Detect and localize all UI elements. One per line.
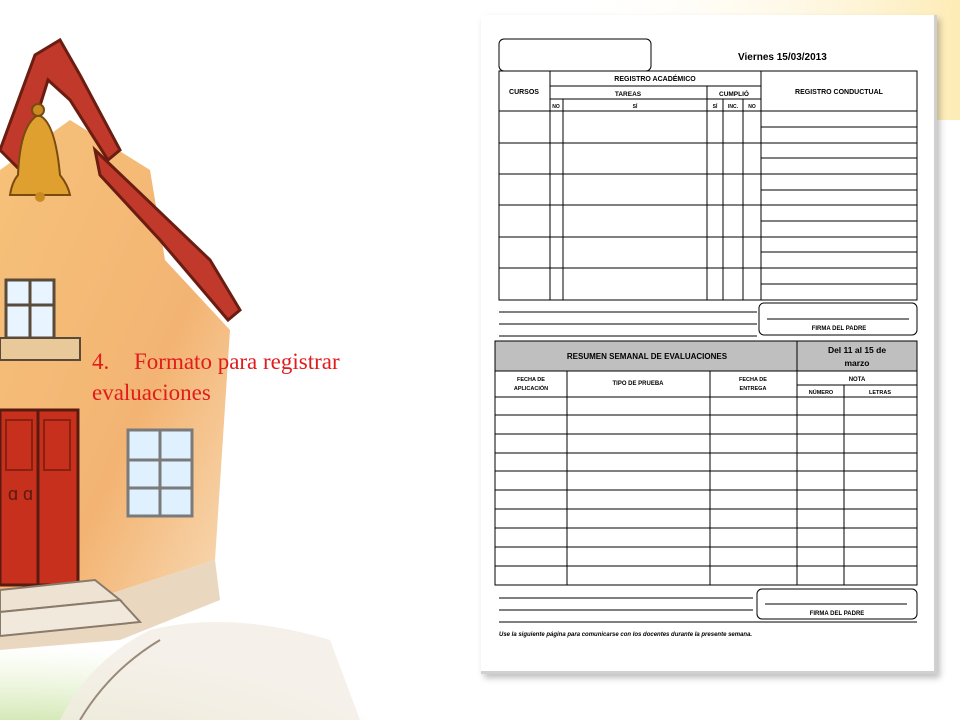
sub-no: NO — [552, 104, 560, 110]
student-name-box — [499, 39, 651, 71]
form-date: Viernes 15/03/2013 — [738, 52, 827, 63]
col-fecha-aplicacion-2: APLICACIÓN — [513, 386, 549, 392]
caption-text: Formato para registrar evaluaciones — [92, 349, 340, 405]
evaluation-form-sheet — [481, 15, 937, 674]
sub-inc: INC. — [728, 104, 738, 110]
svg-text:ɑ ɑ: ɑ ɑ — [8, 484, 34, 504]
col-cursos: CURSOS — [509, 89, 539, 96]
col-fecha-entrega-1: FECHA DE — [739, 377, 767, 383]
footer-note: Use la siguiente página para comunicarse con los docentes durante la presente semana. — [499, 632, 753, 638]
summary-week-line1: Del 11 al 15 de — [827, 345, 887, 355]
slide-caption — [92, 346, 462, 408]
sub-si-2: SÍ — [712, 104, 718, 110]
signature-label-2: FIRMA DEL PADRE — [809, 611, 865, 617]
col-numero: NÚMERO — [808, 390, 834, 396]
summary-week-line2: marzo — [844, 358, 870, 368]
sub-no-2: NO — [748, 104, 756, 110]
registro-table — [499, 71, 917, 300]
col-tipo-prueba: TIPO DE PRUEBA — [612, 381, 664, 387]
col-registro-conductual: REGISTRO CONDUCTUAL — [795, 89, 883, 96]
col-fecha-aplicacion-1: FECHA DE — [517, 377, 545, 383]
col-cumplio: CUMPLIÓ — [719, 91, 749, 98]
col-registro-academico: REGISTRO ACADÉMICO — [614, 76, 696, 83]
col-fecha-entrega-2: ENTREGA — [739, 386, 767, 392]
sub-si: SÍ — [632, 104, 638, 110]
signature-label: FIRMA DEL PADRE — [811, 326, 867, 332]
summary-title: RESUMEN SEMANAL DE EVALUACIONES — [566, 352, 728, 361]
col-nota: NOTA — [848, 377, 866, 383]
col-letras: LETRAS — [869, 390, 891, 396]
caption-number: 4. — [92, 349, 110, 374]
evaluation-form — [481, 15, 934, 671]
col-tareas: TAREAS — [614, 91, 642, 98]
